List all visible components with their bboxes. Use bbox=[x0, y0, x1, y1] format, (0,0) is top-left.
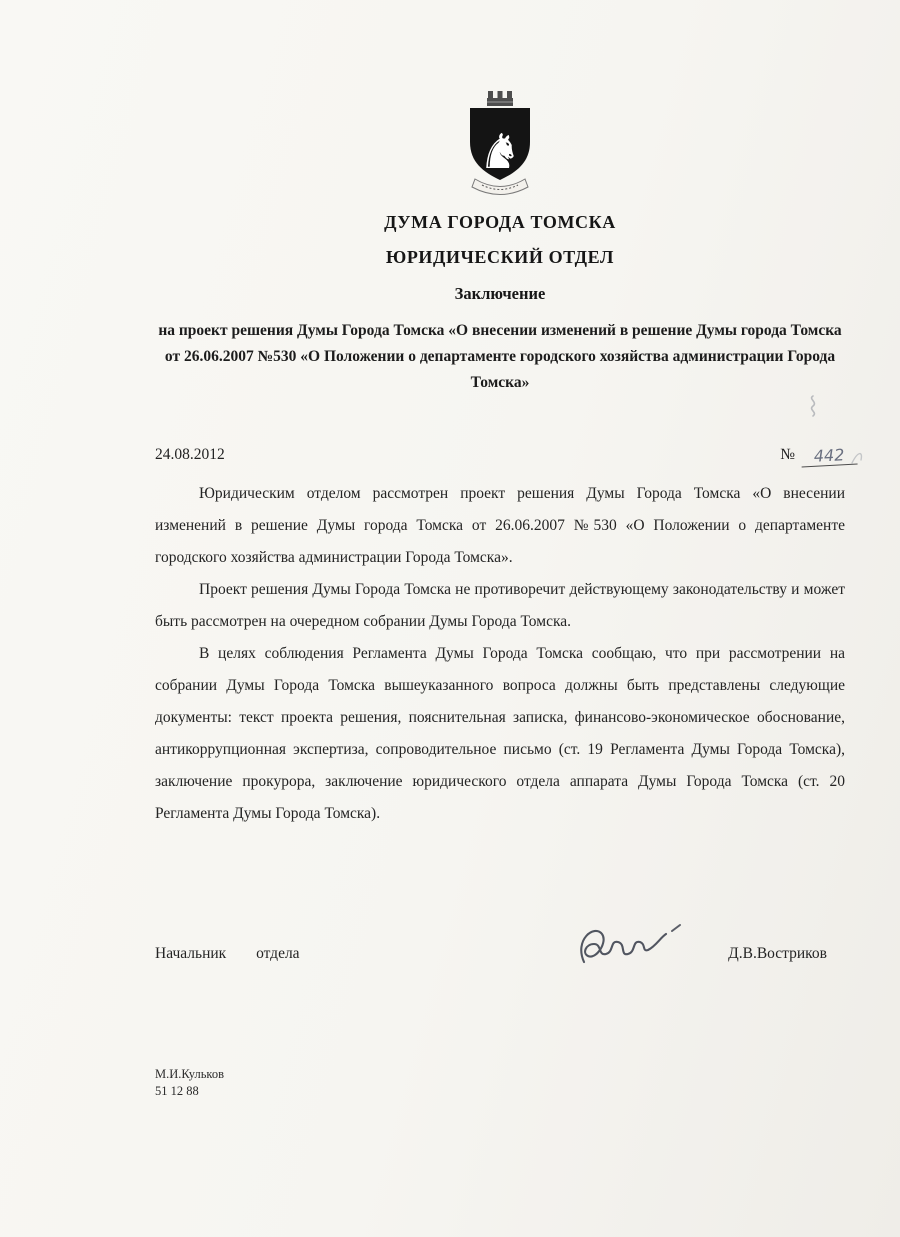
scan-artifact bbox=[850, 446, 866, 466]
meta-row bbox=[155, 444, 845, 464]
number-label: № bbox=[780, 446, 795, 463]
signer-name: Д.В.Востриков bbox=[728, 945, 827, 962]
signature-scribble-icon bbox=[574, 922, 686, 970]
body-paragraph-2: Проект решения Думы Города Томска не противоречит действующему законодательству и может быть рассмотрен на очередном собрании Думы Города Томска. bbox=[155, 581, 845, 630]
scan-artifact bbox=[806, 394, 820, 420]
tomsk-coat-of-arms bbox=[155, 88, 845, 204]
document-number bbox=[780, 444, 857, 464]
body-paragraph-1: Юридическим отделом рассмотрен проект решения Думы Города Томска «О внесении изменений в решение Думы города Томска от 26.06.2007 №530 «О Положении о департаменте городского хозяйства администрации Города Томска». bbox=[155, 485, 845, 566]
signature-row bbox=[155, 930, 845, 978]
document-subject: на проект решения Думы Города Томска «О внесении изменений в решение Думы города Томска от 26.06.2007 №530 «О Положении о департаменте городского хозяйства администрации Города Томска» bbox=[158, 322, 842, 391]
crown-icon bbox=[487, 91, 513, 106]
handwritten-number: 442 bbox=[801, 445, 858, 468]
body-paragraph-3: В целях соблюдения Регламента Думы Города Томска сообщаю, что при рассмотрении на собрании Думы Города Томска вышеуказанного вопроса должны быть представлены следующие документы: текст проекта решения, пояснительная записка, финансово-экономическое обоснование, антикоррупционная экспертиза, сопроводительное письмо (ст. 19 Регламента Думы Города Томска), заключение прокурора, заключение юридического отдела аппарата Думы Города Томска (ст. 20 Регламента Думы Города Томска). bbox=[155, 645, 845, 822]
department-name: ЮРИДИЧЕСКИЙ ОТДЕЛ bbox=[385, 247, 615, 267]
document-footer bbox=[155, 1066, 845, 1100]
document-date: 24.08.2012 bbox=[155, 446, 225, 463]
horse-icon: ♞ bbox=[478, 124, 522, 180]
executor-name: М.И.Кульков bbox=[155, 1067, 225, 1081]
ribbon-icon bbox=[472, 179, 528, 195]
executor-phone: 51 12 88 bbox=[155, 1084, 199, 1098]
document-title: Заключение bbox=[454, 284, 546, 303]
signer-position: Начальник отдела bbox=[155, 945, 300, 962]
organization-name: ДУМА ГОРОДА ТОМСКА bbox=[384, 212, 616, 232]
document-body bbox=[155, 478, 845, 830]
coat-of-arms-image bbox=[452, 88, 548, 204]
